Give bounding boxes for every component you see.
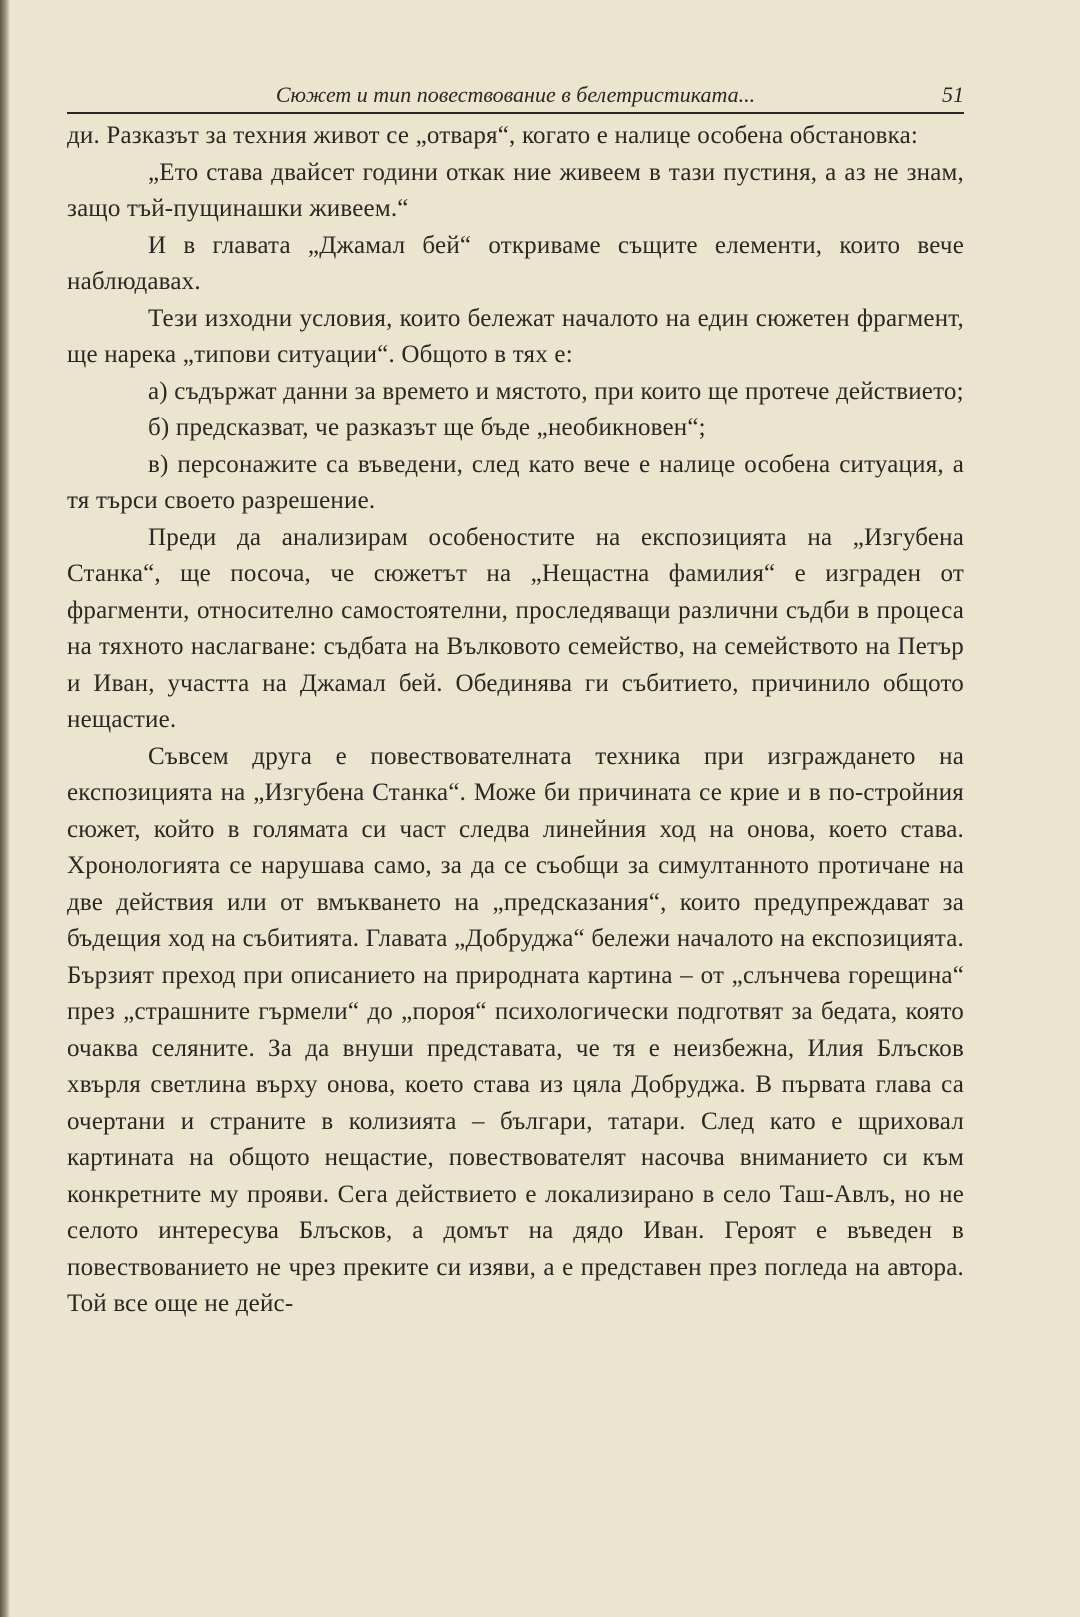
- paragraph: И в главата „Джамал бей“ откриваме същите елементи, които вече наблюдавах.: [67, 231, 964, 295]
- paragraph-continuation: ди. Разказът за техния живот се „отваря“, когато е налице особена обстановка:: [67, 122, 919, 149]
- paragraph-quote: „Ето става двайсет години откак ние живеем в тази пустиня, а аз не знам, защо тъй-пущинашки живеем.“: [67, 158, 964, 222]
- body-text: [67, 118, 964, 1323]
- page-number: 51: [942, 82, 964, 107]
- running-head-title: Сюжет и тип повествование в белетристиката...: [275, 82, 756, 107]
- list-item-b: б) предсказват, че разказът ще бъде „необикновен“;: [148, 414, 706, 441]
- paragraph: Тези изходни условия, които бележат началото на един сюжетен фрагмент, ще нарека „типови ситуации“. Общото в тях е:: [67, 304, 964, 368]
- list-item-c: в) персонажите са въведени, след като вече е налице особена ситуация, а тя търси своето разрешение.: [67, 450, 964, 514]
- list-item-a: а) съдържат данни за времето и мястото, при които ще протече действието;: [148, 377, 964, 405]
- running-head: [67, 78, 964, 114]
- book-page: [67, 78, 964, 1323]
- book-spine-shadow: [0, 0, 10, 1617]
- paragraph: Преди да анализирам особеностите на експозицията на „Изгубена Станка“, ще посоча, че сюжетът на „Нещастна фамилия“ е изграден от фрагменти, относително самостоятелни, проследяващи различни съдби в процеса на тяхното наслагване: съдбата на Вълковото семейство, на семейството на Петър и Иван, участта на Джамал бей. Обединява ги събитието, причинило общото нещастие.: [67, 523, 964, 733]
- paragraph: Съвсем друга е повествователната техника при изграждането на експозицията на „Изгубена Станка“. Може би причината се крие и в по-стройния сюжет, който в голямата си част следва линейния ход на онова, което става. Хронологията се нарушава само, за да се съобщи за симултанното протичане на две действия или от вмъкването на „предсказания“, които предупреждават за бъдещия ход на събитията. Главата „Добруджа“ бележи началото на експозицията. Бързият преход при описанието на природната картина – от „слънчева горещина“ през „страшните гърмели“ до „пороя“ психологически подготвят за бедата, която очаква селяните. За да внуши представата, че тя е неизбежна, Илия Блъсков хвърля светлина върху онова, което става из цяла Добруджа. В първата глава са очертани и страните в колизията – българи, татари. След като е щриховал картината на общото нещастие, повествователят насочва вниманието си към конкретните му прояви. Сега действието е локализирано в село Таш-Авлъ, но не селото интересува Блъсков, а домът на дядо Иван. Героят е въведен в повествованието не чрез преките си изяви, а е представен през погледа на автора. Той все още не дейс-: [67, 742, 964, 1317]
